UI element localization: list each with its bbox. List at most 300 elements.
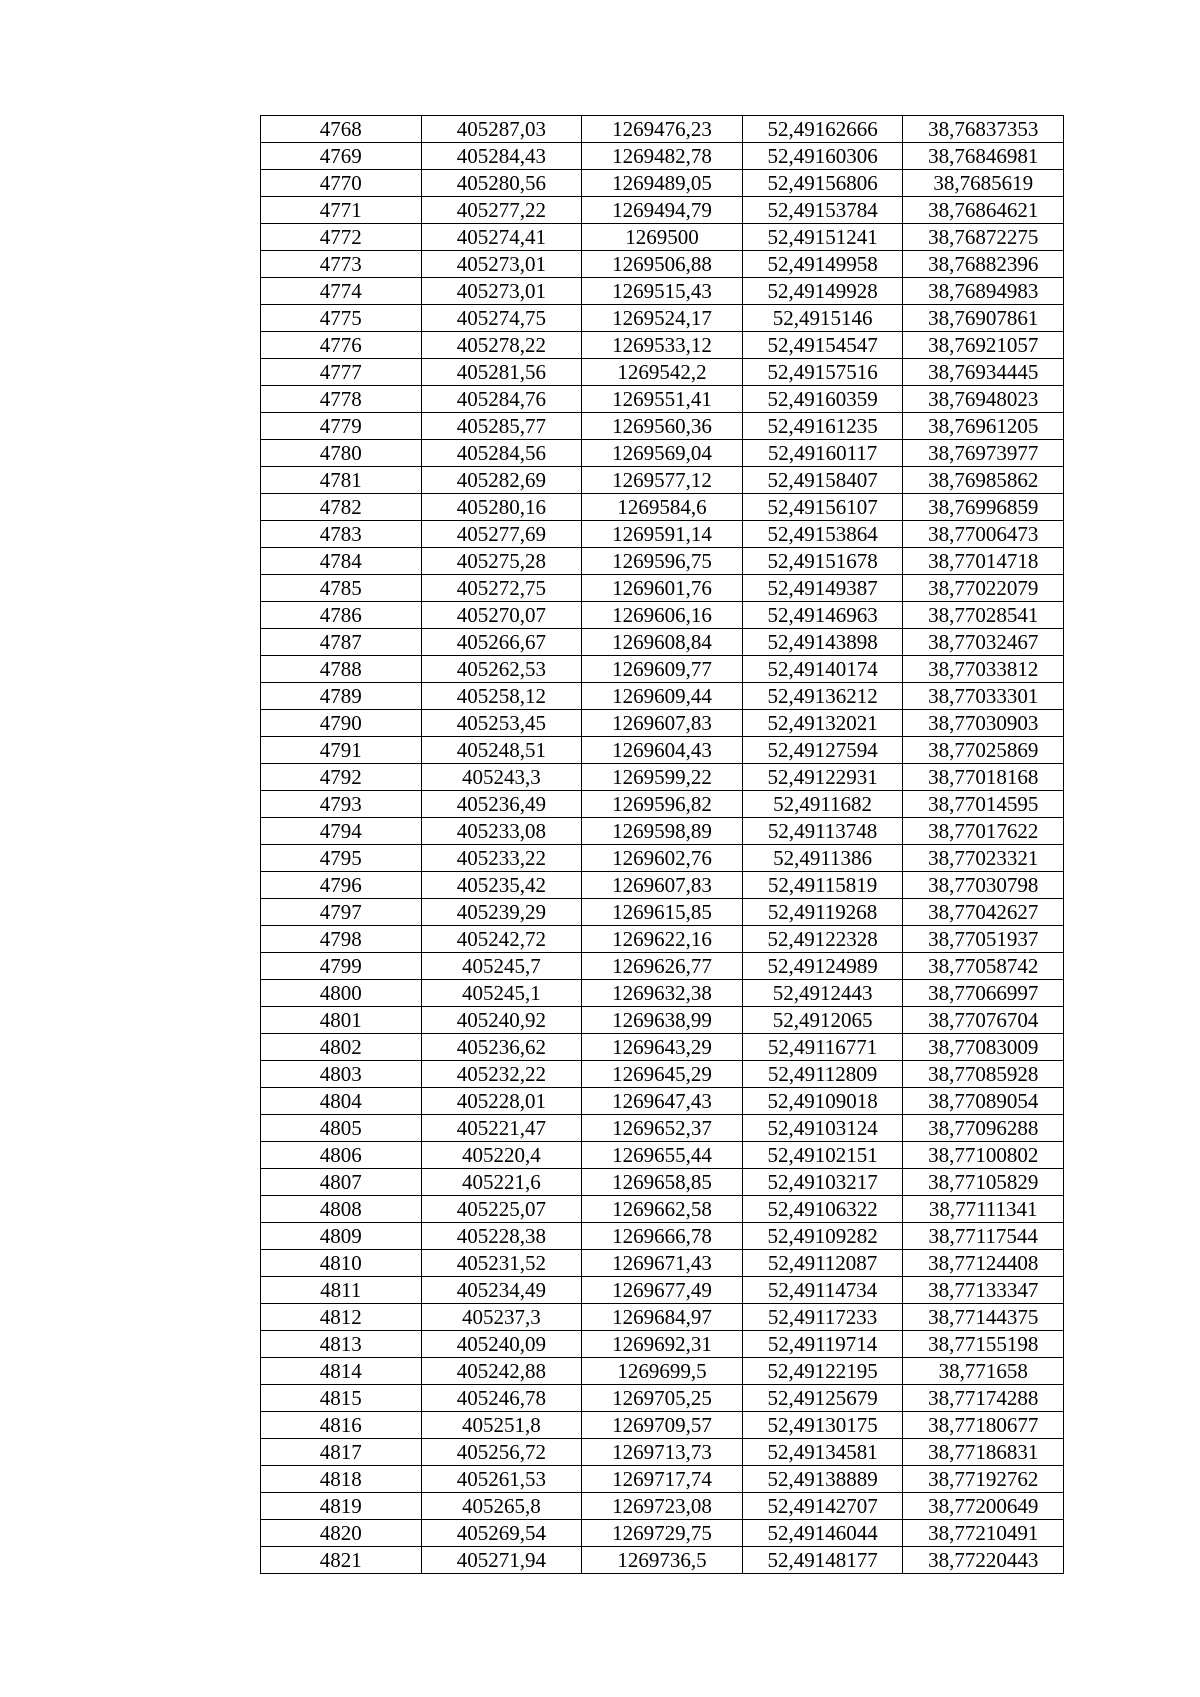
table-row [261,602,1064,629]
x-coordinate-cell: 405281,56 [421,359,582,386]
x-coordinate-cell: 405265,8 [421,1493,582,1520]
table-row [261,1439,1064,1466]
latitude-cell: 52,49106322 [742,1196,903,1223]
table-row [261,440,1064,467]
latitude-cell: 52,49115819 [742,872,903,899]
y-coordinate-cell: 1269606,16 [582,602,743,629]
y-coordinate-cell: 1269591,14 [582,521,743,548]
latitude-cell: 52,49158407 [742,467,903,494]
x-coordinate-cell: 405221,47 [421,1115,582,1142]
point-number-cell: 4773 [261,251,422,278]
x-coordinate-cell: 405242,88 [421,1358,582,1385]
y-coordinate-cell: 1269647,43 [582,1088,743,1115]
y-coordinate-cell: 1269638,99 [582,1007,743,1034]
point-number-cell: 4796 [261,872,422,899]
latitude-cell: 52,49109282 [742,1223,903,1250]
x-coordinate-cell: 405271,94 [421,1547,582,1574]
latitude-cell: 52,49161235 [742,413,903,440]
longitude-cell: 38,76872275 [903,224,1064,251]
longitude-cell: 38,77051937 [903,926,1064,953]
y-coordinate-cell: 1269608,84 [582,629,743,656]
table-row [261,1277,1064,1304]
y-coordinate-cell: 1269551,41 [582,386,743,413]
longitude-cell: 38,77083009 [903,1034,1064,1061]
table-row [261,1088,1064,1115]
table-row [261,1331,1064,1358]
point-number-cell: 4772 [261,224,422,251]
longitude-cell: 38,77042627 [903,899,1064,926]
table-row [261,980,1064,1007]
longitude-cell: 38,77018168 [903,764,1064,791]
y-coordinate-cell: 1269622,16 [582,926,743,953]
latitude-cell: 52,49151241 [742,224,903,251]
x-coordinate-cell: 405273,01 [421,278,582,305]
point-number-cell: 4788 [261,656,422,683]
point-number-cell: 4817 [261,1439,422,1466]
longitude-cell: 38,77014718 [903,548,1064,575]
longitude-cell: 38,77210491 [903,1520,1064,1547]
x-coordinate-cell: 405245,1 [421,980,582,1007]
x-coordinate-cell: 405242,72 [421,926,582,953]
latitude-cell: 52,49116771 [742,1034,903,1061]
longitude-cell: 38,77186831 [903,1439,1064,1466]
y-coordinate-cell: 1269607,83 [582,710,743,737]
latitude-cell: 52,49160359 [742,386,903,413]
longitude-cell: 38,77058742 [903,953,1064,980]
y-coordinate-cell: 1269736,5 [582,1547,743,1574]
y-coordinate-cell: 1269506,88 [582,251,743,278]
point-number-cell: 4803 [261,1061,422,1088]
y-coordinate-cell: 1269632,38 [582,980,743,1007]
y-coordinate-cell: 1269723,08 [582,1493,743,1520]
latitude-cell: 52,4915146 [742,305,903,332]
table-row [261,278,1064,305]
latitude-cell: 52,49149958 [742,251,903,278]
longitude-cell: 38,77028541 [903,602,1064,629]
x-coordinate-cell: 405253,45 [421,710,582,737]
point-number-cell: 4792 [261,764,422,791]
x-coordinate-cell: 405285,77 [421,413,582,440]
latitude-cell: 52,49156806 [742,170,903,197]
latitude-cell: 52,49149928 [742,278,903,305]
latitude-cell: 52,49149387 [742,575,903,602]
longitude-cell: 38,76864621 [903,197,1064,224]
y-coordinate-cell: 1269596,82 [582,791,743,818]
longitude-cell: 38,77144375 [903,1304,1064,1331]
latitude-cell: 52,49122328 [742,926,903,953]
x-coordinate-cell: 405280,16 [421,494,582,521]
point-number-cell: 4819 [261,1493,422,1520]
table-row [261,764,1064,791]
longitude-cell: 38,77025869 [903,737,1064,764]
longitude-cell: 38,77017622 [903,818,1064,845]
x-coordinate-cell: 405232,22 [421,1061,582,1088]
point-number-cell: 4810 [261,1250,422,1277]
point-number-cell: 4768 [261,116,422,143]
y-coordinate-cell: 1269705,25 [582,1385,743,1412]
table-row [261,899,1064,926]
point-number-cell: 4818 [261,1466,422,1493]
latitude-cell: 52,4912065 [742,1007,903,1034]
latitude-cell: 52,49134581 [742,1439,903,1466]
point-number-cell: 4816 [261,1412,422,1439]
table-row [261,143,1064,170]
table-row [261,1493,1064,1520]
latitude-cell: 52,49130175 [742,1412,903,1439]
longitude-cell: 38,77200649 [903,1493,1064,1520]
coordinates-table-container [260,115,1064,1574]
latitude-cell: 52,49160306 [742,143,903,170]
table-row [261,548,1064,575]
table-row [261,359,1064,386]
point-number-cell: 4785 [261,575,422,602]
x-coordinate-cell: 405277,22 [421,197,582,224]
point-number-cell: 4790 [261,710,422,737]
table-row [261,521,1064,548]
longitude-cell: 38,76973977 [903,440,1064,467]
table-row [261,1196,1064,1223]
point-number-cell: 4784 [261,548,422,575]
table-row [261,1547,1064,1574]
table-row [261,1061,1064,1088]
longitude-cell: 38,77124408 [903,1250,1064,1277]
table-row [261,818,1064,845]
latitude-cell: 52,49117233 [742,1304,903,1331]
point-number-cell: 4786 [261,602,422,629]
longitude-cell: 38,77100802 [903,1142,1064,1169]
longitude-cell: 38,76948023 [903,386,1064,413]
x-coordinate-cell: 405284,56 [421,440,582,467]
longitude-cell: 38,77022079 [903,575,1064,602]
latitude-cell: 52,4912443 [742,980,903,1007]
point-number-cell: 4778 [261,386,422,413]
latitude-cell: 52,49102151 [742,1142,903,1169]
y-coordinate-cell: 1269709,57 [582,1412,743,1439]
longitude-cell: 38,77014595 [903,791,1064,818]
table-row [261,494,1064,521]
longitude-cell: 38,76996859 [903,494,1064,521]
point-number-cell: 4797 [261,899,422,926]
y-coordinate-cell: 1269524,17 [582,305,743,332]
point-number-cell: 4771 [261,197,422,224]
x-coordinate-cell: 405266,67 [421,629,582,656]
point-number-cell: 4807 [261,1169,422,1196]
latitude-cell: 52,49125679 [742,1385,903,1412]
table-row [261,1304,1064,1331]
point-number-cell: 4813 [261,1331,422,1358]
y-coordinate-cell: 1269598,89 [582,818,743,845]
point-number-cell: 4789 [261,683,422,710]
x-coordinate-cell: 405251,8 [421,1412,582,1439]
longitude-cell: 38,77096288 [903,1115,1064,1142]
latitude-cell: 52,49157516 [742,359,903,386]
x-coordinate-cell: 405282,69 [421,467,582,494]
point-number-cell: 4800 [261,980,422,1007]
longitude-cell: 38,76882396 [903,251,1064,278]
point-number-cell: 4821 [261,1547,422,1574]
table-row [261,845,1064,872]
longitude-cell: 38,77133347 [903,1277,1064,1304]
y-coordinate-cell: 1269615,85 [582,899,743,926]
point-number-cell: 4781 [261,467,422,494]
latitude-cell: 52,49156107 [742,494,903,521]
longitude-cell: 38,76894983 [903,278,1064,305]
point-number-cell: 4774 [261,278,422,305]
y-coordinate-cell: 1269692,31 [582,1331,743,1358]
point-number-cell: 4795 [261,845,422,872]
longitude-cell: 38,76837353 [903,116,1064,143]
longitude-cell: 38,77030903 [903,710,1064,737]
table-row [261,1358,1064,1385]
longitude-cell: 38,77030798 [903,872,1064,899]
table-row [261,1520,1064,1547]
y-coordinate-cell: 1269609,77 [582,656,743,683]
longitude-cell: 38,76907861 [903,305,1064,332]
point-number-cell: 4783 [261,521,422,548]
x-coordinate-cell: 405248,51 [421,737,582,764]
y-coordinate-cell: 1269599,22 [582,764,743,791]
x-coordinate-cell: 405274,75 [421,305,582,332]
y-coordinate-cell: 1269607,83 [582,872,743,899]
x-coordinate-cell: 405237,3 [421,1304,582,1331]
x-coordinate-cell: 405240,92 [421,1007,582,1034]
longitude-cell: 38,77220443 [903,1547,1064,1574]
y-coordinate-cell: 1269671,43 [582,1250,743,1277]
latitude-cell: 52,49124989 [742,953,903,980]
x-coordinate-cell: 405233,08 [421,818,582,845]
latitude-cell: 52,49122195 [742,1358,903,1385]
longitude-cell: 38,77192762 [903,1466,1064,1493]
x-coordinate-cell: 405269,54 [421,1520,582,1547]
table-row [261,737,1064,764]
latitude-cell: 52,49151678 [742,548,903,575]
point-number-cell: 4801 [261,1007,422,1034]
y-coordinate-cell: 1269533,12 [582,332,743,359]
table-row [261,710,1064,737]
longitude-cell: 38,77180677 [903,1412,1064,1439]
x-coordinate-cell: 405284,43 [421,143,582,170]
table-row [261,1115,1064,1142]
y-coordinate-cell: 1269699,5 [582,1358,743,1385]
y-coordinate-cell: 1269684,97 [582,1304,743,1331]
point-number-cell: 4794 [261,818,422,845]
y-coordinate-cell: 1269626,77 [582,953,743,980]
x-coordinate-cell: 405220,4 [421,1142,582,1169]
y-coordinate-cell: 1269482,78 [582,143,743,170]
x-coordinate-cell: 405233,22 [421,845,582,872]
y-coordinate-cell: 1269584,6 [582,494,743,521]
latitude-cell: 52,49112809 [742,1061,903,1088]
longitude-cell: 38,77023321 [903,845,1064,872]
table-row [261,251,1064,278]
longitude-cell: 38,77117544 [903,1223,1064,1250]
latitude-cell: 52,49148177 [742,1547,903,1574]
latitude-cell: 52,49109018 [742,1088,903,1115]
latitude-cell: 52,4911386 [742,845,903,872]
x-coordinate-cell: 405274,41 [421,224,582,251]
point-number-cell: 4814 [261,1358,422,1385]
latitude-cell: 52,49160117 [742,440,903,467]
point-number-cell: 4820 [261,1520,422,1547]
y-coordinate-cell: 1269652,37 [582,1115,743,1142]
point-number-cell: 4802 [261,1034,422,1061]
point-number-cell: 4808 [261,1196,422,1223]
table-row [261,170,1064,197]
point-number-cell: 4779 [261,413,422,440]
table-row [261,1412,1064,1439]
table-row [261,467,1064,494]
x-coordinate-cell: 405228,01 [421,1088,582,1115]
x-coordinate-cell: 405275,28 [421,548,582,575]
x-coordinate-cell: 405245,7 [421,953,582,980]
longitude-cell: 38,76921057 [903,332,1064,359]
longitude-cell: 38,76846981 [903,143,1064,170]
y-coordinate-cell: 1269729,75 [582,1520,743,1547]
y-coordinate-cell: 1269604,43 [582,737,743,764]
y-coordinate-cell: 1269717,74 [582,1466,743,1493]
x-coordinate-cell: 405239,29 [421,899,582,926]
latitude-cell: 52,49153784 [742,197,903,224]
longitude-cell: 38,77089054 [903,1088,1064,1115]
longitude-cell: 38,77085928 [903,1061,1064,1088]
table-row [261,1169,1064,1196]
y-coordinate-cell: 1269609,44 [582,683,743,710]
x-coordinate-cell: 405277,69 [421,521,582,548]
x-coordinate-cell: 405236,49 [421,791,582,818]
longitude-cell: 38,77006473 [903,521,1064,548]
latitude-cell: 52,49143898 [742,629,903,656]
x-coordinate-cell: 405228,38 [421,1223,582,1250]
latitude-cell: 52,49154547 [742,332,903,359]
table-row [261,1007,1064,1034]
x-coordinate-cell: 405272,75 [421,575,582,602]
latitude-cell: 52,4911682 [742,791,903,818]
latitude-cell: 52,49112087 [742,1250,903,1277]
x-coordinate-cell: 405262,53 [421,656,582,683]
latitude-cell: 52,49146963 [742,602,903,629]
table-row [261,791,1064,818]
table-row [261,197,1064,224]
latitude-cell: 52,49153864 [742,521,903,548]
table-row [261,953,1064,980]
latitude-cell: 52,49119714 [742,1331,903,1358]
longitude-cell: 38,77032467 [903,629,1064,656]
y-coordinate-cell: 1269596,75 [582,548,743,575]
table-row [261,386,1064,413]
table-row [261,305,1064,332]
point-number-cell: 4775 [261,305,422,332]
table-row [261,1034,1064,1061]
y-coordinate-cell: 1269494,79 [582,197,743,224]
y-coordinate-cell: 1269643,29 [582,1034,743,1061]
x-coordinate-cell: 405236,62 [421,1034,582,1061]
latitude-cell: 52,49132021 [742,710,903,737]
point-number-cell: 4809 [261,1223,422,1250]
x-coordinate-cell: 405225,07 [421,1196,582,1223]
longitude-cell: 38,77155198 [903,1331,1064,1358]
y-coordinate-cell: 1269658,85 [582,1169,743,1196]
coordinates-table [260,115,1064,1574]
point-number-cell: 4777 [261,359,422,386]
point-number-cell: 4782 [261,494,422,521]
longitude-cell: 38,77076704 [903,1007,1064,1034]
point-number-cell: 4804 [261,1088,422,1115]
point-number-cell: 4812 [261,1304,422,1331]
table-row [261,1466,1064,1493]
longitude-cell: 38,77033301 [903,683,1064,710]
longitude-cell: 38,77033812 [903,656,1064,683]
point-number-cell: 4776 [261,332,422,359]
latitude-cell: 52,49114734 [742,1277,903,1304]
x-coordinate-cell: 405231,52 [421,1250,582,1277]
point-number-cell: 4815 [261,1385,422,1412]
latitude-cell: 52,49142707 [742,1493,903,1520]
table-row [261,413,1064,440]
table-row [261,332,1064,359]
x-coordinate-cell: 405261,53 [421,1466,582,1493]
point-number-cell: 4780 [261,440,422,467]
latitude-cell: 52,49113748 [742,818,903,845]
y-coordinate-cell: 1269677,49 [582,1277,743,1304]
x-coordinate-cell: 405240,09 [421,1331,582,1358]
longitude-cell: 38,77066997 [903,980,1064,1007]
point-number-cell: 4806 [261,1142,422,1169]
longitude-cell: 38,7685619 [903,170,1064,197]
longitude-cell: 38,771658 [903,1358,1064,1385]
latitude-cell: 52,49119268 [742,899,903,926]
y-coordinate-cell: 1269577,12 [582,467,743,494]
y-coordinate-cell: 1269489,05 [582,170,743,197]
y-coordinate-cell: 1269602,76 [582,845,743,872]
x-coordinate-cell: 405280,56 [421,170,582,197]
latitude-cell: 52,49127594 [742,737,903,764]
latitude-cell: 52,49138889 [742,1466,903,1493]
x-coordinate-cell: 405270,07 [421,602,582,629]
y-coordinate-cell: 1269666,78 [582,1223,743,1250]
point-number-cell: 4791 [261,737,422,764]
table-row [261,116,1064,143]
table-row [261,656,1064,683]
x-coordinate-cell: 405273,01 [421,251,582,278]
table-row [261,1250,1064,1277]
y-coordinate-cell: 1269601,76 [582,575,743,602]
x-coordinate-cell: 405258,12 [421,683,582,710]
point-number-cell: 4769 [261,143,422,170]
y-coordinate-cell: 1269515,43 [582,278,743,305]
y-coordinate-cell: 1269476,23 [582,116,743,143]
latitude-cell: 52,49162666 [742,116,903,143]
y-coordinate-cell: 1269645,29 [582,1061,743,1088]
x-coordinate-cell: 405284,76 [421,386,582,413]
x-coordinate-cell: 405234,49 [421,1277,582,1304]
x-coordinate-cell: 405246,78 [421,1385,582,1412]
longitude-cell: 38,76934445 [903,359,1064,386]
latitude-cell: 52,49136212 [742,683,903,710]
x-coordinate-cell: 405235,42 [421,872,582,899]
latitude-cell: 52,49146044 [742,1520,903,1547]
table-row [261,1223,1064,1250]
table-row [261,683,1064,710]
point-number-cell: 4799 [261,953,422,980]
longitude-cell: 38,77111341 [903,1196,1064,1223]
latitude-cell: 52,49103217 [742,1169,903,1196]
y-coordinate-cell: 1269655,44 [582,1142,743,1169]
y-coordinate-cell: 1269542,2 [582,359,743,386]
latitude-cell: 52,49140174 [742,656,903,683]
point-number-cell: 4787 [261,629,422,656]
y-coordinate-cell: 1269569,04 [582,440,743,467]
longitude-cell: 38,76985862 [903,467,1064,494]
